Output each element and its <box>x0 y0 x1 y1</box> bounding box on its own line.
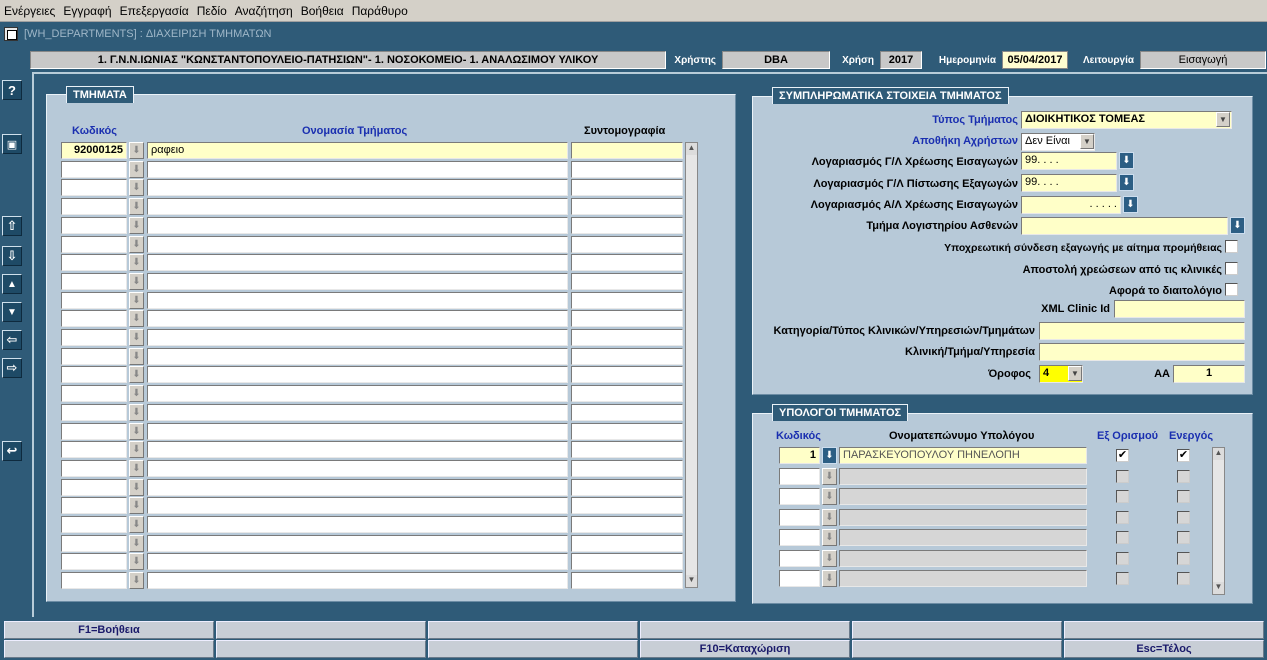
last-record-icon[interactable]: ⇩ <box>2 246 22 266</box>
accountable-name-cell[interactable] <box>839 529 1087 546</box>
accountable-lov-icon[interactable]: ⬇ <box>822 468 837 485</box>
department-name-cell[interactable] <box>147 329 568 346</box>
menu-edit[interactable]: Επεξεργασία <box>119 3 189 18</box>
previous-record-icon[interactable]: ▲ <box>2 274 22 294</box>
department-abbr-cell[interactable] <box>571 292 683 309</box>
scroll-up-icon[interactable]: ▲ <box>686 143 697 155</box>
department-name-cell[interactable] <box>147 385 568 402</box>
first-record-icon[interactable]: ⇧ <box>2 216 22 236</box>
department-code-lov-icon[interactable]: ⬇ <box>129 142 144 159</box>
accountable-code-cell[interactable] <box>779 550 820 567</box>
accountable-lov-icon[interactable]: ⬇ <box>822 550 837 567</box>
date-field: 05/04/2017 <box>1002 51 1068 69</box>
department-name-cell[interactable] <box>147 479 568 496</box>
department-code-cell[interactable] <box>61 385 127 402</box>
al-debit-label: Λογαριασμός Α/Λ Χρέωσης Εισαγωγών <box>810 199 1018 211</box>
menu-bar <box>0 0 1267 22</box>
department-abbr-cell[interactable] <box>571 217 683 234</box>
department-abbr-cell[interactable] <box>571 385 683 402</box>
department-code-cell[interactable] <box>61 423 127 440</box>
fkey-slot-7[interactable] <box>4 640 214 658</box>
mandatory-link-label: Υποχρεωτική σύνδεση εξαγωγής με αίτημα προμήθειας <box>944 242 1222 254</box>
department-code-cell[interactable] <box>61 535 127 552</box>
department-code-lov-icon[interactable]: ⬇ <box>129 366 144 383</box>
department-name-cell[interactable] <box>147 254 568 271</box>
user-field: DBA <box>722 51 830 69</box>
department-name-cell[interactable] <box>147 161 568 178</box>
department-type-label: Τύπος Τμήματος <box>932 114 1018 126</box>
department-code-cell[interactable] <box>61 516 127 533</box>
accountable-active-checkbox[interactable] <box>1177 490 1190 503</box>
department-code-lov-icon[interactable]: ⬇ <box>129 535 144 552</box>
department-code-cell[interactable] <box>61 292 127 309</box>
accountables-name-header: Ονοματεπώνυμο Υπολόγου <box>889 430 1035 442</box>
fkey-slot-8[interactable] <box>216 640 426 658</box>
department-code-lov-icon[interactable]: ⬇ <box>129 161 144 178</box>
help-icon[interactable]: ? <box>2 80 22 100</box>
departments-abbr-header: Συντομογραφία <box>584 125 666 137</box>
department-name-cell[interactable] <box>147 236 568 253</box>
gl-debit-lov-icon[interactable]: ⬇ <box>1119 152 1134 169</box>
accountable-default-checkbox[interactable] <box>1116 531 1129 544</box>
department-abbr-cell[interactable] <box>571 198 683 215</box>
accountable-active-checkbox[interactable]: ✔ <box>1178 449 1189 461</box>
accountable-active-checkbox[interactable] <box>1177 552 1190 565</box>
department-abbr-cell[interactable] <box>571 572 683 589</box>
next-block-icon[interactable]: ⇨ <box>2 358 22 378</box>
department-code-lov-icon[interactable]: ⬇ <box>129 217 144 234</box>
department-code-lov-icon[interactable]: ⬇ <box>129 460 144 477</box>
acc-scroll-up-icon[interactable]: ▲ <box>1213 448 1224 460</box>
accountables-code-header: Κωδικός <box>776 430 821 442</box>
department-code-cell[interactable] <box>61 553 127 570</box>
al-debit-input[interactable]: . . . . . <box>1021 196 1121 214</box>
departments-scrollbar[interactable] <box>685 142 698 588</box>
department-code-cell[interactable] <box>61 404 127 421</box>
department-code-cell[interactable] <box>61 366 127 383</box>
department-code-cell[interactable] <box>61 329 127 346</box>
diet-label: Αφορά το διαιτολόγιο <box>1109 285 1222 297</box>
send-charges-checkbox[interactable] <box>1225 262 1238 275</box>
department-name-cell[interactable] <box>147 198 568 215</box>
department-code-cell[interactable] <box>61 348 127 365</box>
accountable-lov-icon[interactable]: ⬇ <box>822 529 837 546</box>
floor-select[interactable]: 4 <box>1039 365 1083 383</box>
department-name-cell[interactable] <box>147 497 568 514</box>
departments-title: ΤΜΗΜΑΤΑ <box>66 86 134 103</box>
department-name-cell[interactable] <box>147 516 568 533</box>
department-abbr-cell[interactable] <box>571 553 683 570</box>
esc-exit-button[interactable]: Esc=Τέλος <box>1064 640 1264 658</box>
department-code-lov-icon[interactable]: ⬇ <box>129 273 144 290</box>
category-label: Κατηγορία/Τύπος Κλινικών/Υπηρεσιών/Τμημάτων <box>773 325 1035 337</box>
f10-save-button[interactable]: F10=Καταχώριση <box>640 640 850 658</box>
department-name-cell[interactable] <box>147 535 568 552</box>
accountable-code-cell[interactable] <box>779 509 820 526</box>
department-abbr-cell[interactable] <box>571 516 683 533</box>
accountable-default-checkbox[interactable] <box>1116 572 1129 585</box>
department-abbr-cell[interactable] <box>571 479 683 496</box>
department-code-cell[interactable] <box>61 441 127 458</box>
menu-search[interactable]: Αναζήτηση <box>234 3 293 18</box>
department-code-cell[interactable] <box>61 460 127 477</box>
department-name-cell[interactable] <box>147 553 568 570</box>
department-abbr-cell[interactable] <box>571 535 683 552</box>
fkey-slot-3[interactable] <box>428 621 638 639</box>
department-abbr-cell[interactable] <box>571 460 683 477</box>
details-title: ΣΥΜΠΛΗΡΩΜΑΤΙΚΑ ΣΤΟΙΧΕΙΑ ΤΜΗΜΑΤΟΣ <box>772 87 1009 104</box>
department-abbr-cell[interactable] <box>571 404 683 421</box>
department-code-lov-icon[interactable]: ⬇ <box>129 516 144 533</box>
department-code-lov-icon[interactable]: ⬇ <box>129 348 144 365</box>
menu-actions[interactable]: Ενέργειες <box>4 3 56 18</box>
department-code-cell[interactable] <box>61 479 127 496</box>
department-code-lov-icon[interactable]: ⬇ <box>129 310 144 327</box>
department-code-lov-icon[interactable]: ⬇ <box>129 441 144 458</box>
department-type-dropdown-icon[interactable]: ▼ <box>1216 112 1230 127</box>
mode-label: Λειτουργία <box>1083 54 1134 66</box>
accountable-default-checkbox[interactable] <box>1116 490 1129 503</box>
fkey-slot-9[interactable] <box>428 640 638 658</box>
xml-clinic-input[interactable] <box>1114 300 1245 318</box>
fkey-slot-2[interactable] <box>216 621 426 639</box>
user-label: Χρήστης <box>674 54 716 66</box>
year-field: 2017 <box>880 51 922 69</box>
menu-field[interactable]: Πεδίο <box>196 3 227 18</box>
junk-store-label: Αποθήκη Αχρήστων <box>912 135 1018 147</box>
department-abbr-cell[interactable] <box>571 236 683 253</box>
junk-store-dropdown-icon[interactable]: ▼ <box>1080 134 1094 149</box>
department-name-cell[interactable] <box>147 273 568 290</box>
accountable-default-checkbox[interactable] <box>1116 511 1129 524</box>
organization-field: 1. Γ.Ν.Ν.ΙΩΝΙΑΣ "ΚΩΝΣΤΑΝΤΟΠΟΥΛΕΙΟ-ΠΑΤΗΣΙΩΝ"- 1. ΝΟΣΟΚΟΜΕΙΟ- 1. ΑΝΑΛΩΣΙΜΟΥ ΥΛΙΚΟΥ <box>30 51 666 69</box>
department-code-lov-icon[interactable]: ⬇ <box>129 497 144 514</box>
gl-debit-label: Λογαριασμός Γ/Λ Χρέωσης Εισαγωγών <box>811 156 1018 168</box>
next-record-icon[interactable]: ▼ <box>2 302 22 322</box>
department-name-cell[interactable] <box>147 217 568 234</box>
department-code-cell[interactable] <box>61 179 127 196</box>
menu-window[interactable]: Παράθυρο <box>351 3 408 18</box>
accountable-name-cell[interactable] <box>839 570 1087 587</box>
department-type-select[interactable]: ΔΙΟΙΚΗΤΙΚΟΣ ΤΟΜΕΑΣ <box>1021 111 1232 129</box>
accountable-lov-icon[interactable]: ⬇ <box>822 447 837 464</box>
previous-block-icon[interactable]: ⇦ <box>2 330 22 350</box>
accountables-title: ΥΠΟΛΟΓΟΙ ΤΜΗΜΑΤΟΣ <box>772 404 908 421</box>
function-keys-bar <box>0 620 1267 660</box>
department-name-cell[interactable] <box>147 292 568 309</box>
clinic-label: Κλινική/Τμήμα/Υπηρεσία <box>905 346 1035 358</box>
department-code-lov-icon[interactable]: ⬇ <box>129 404 144 421</box>
department-name-cell[interactable] <box>147 179 568 196</box>
department-abbr-cell[interactable] <box>571 441 683 458</box>
accountable-name-cell[interactable] <box>839 550 1087 567</box>
category-input[interactable] <box>1039 322 1245 340</box>
department-code-cell[interactable]: 92000125 <box>61 142 127 159</box>
department-name-cell[interactable] <box>147 423 568 440</box>
accountable-code-cell[interactable]: 1 <box>779 447 820 464</box>
mode-field: Εισαγωγή <box>1140 51 1266 69</box>
departments-name-header: Ονομασία Τμήματος <box>302 125 408 137</box>
diet-checkbox[interactable] <box>1225 283 1238 296</box>
department-name-cell[interactable] <box>147 366 568 383</box>
department-code-lov-icon[interactable]: ⬇ <box>129 423 144 440</box>
department-code-cell[interactable] <box>61 254 127 271</box>
aa-input[interactable]: 1 <box>1173 365 1245 383</box>
accountable-active-checkbox[interactable] <box>1177 511 1190 524</box>
accountable-code-cell[interactable] <box>779 488 820 505</box>
fkey-slot-6[interactable] <box>1064 621 1264 639</box>
acc-scroll-down-icon[interactable]: ▼ <box>1213 582 1224 594</box>
junk-store-select[interactable]: Δεν Είναι <box>1021 133 1095 151</box>
clinic-input[interactable] <box>1039 343 1245 361</box>
department-code-cell[interactable] <box>61 236 127 253</box>
accountable-active-checkbox[interactable] <box>1177 572 1190 585</box>
accountable-lov-icon[interactable]: ⬇ <box>822 488 837 505</box>
accountable-default-checkbox[interactable] <box>1116 552 1129 565</box>
department-code-lov-icon[interactable]: ⬇ <box>129 292 144 309</box>
window-icon <box>4 27 18 41</box>
accountable-default-checkbox[interactable]: ✔ <box>1117 449 1128 461</box>
accountable-lov-icon[interactable]: ⬇ <box>822 509 837 526</box>
department-code-cell[interactable] <box>61 217 127 234</box>
accountables-default-header: Εξ Ορισμού <box>1097 430 1159 442</box>
year-label: Χρήση <box>842 54 874 66</box>
department-name-cell[interactable] <box>147 310 568 327</box>
aa-label: ΑΑ <box>1154 368 1170 380</box>
department-name-cell[interactable] <box>147 348 568 365</box>
al-debit-lov-icon[interactable]: ⬇ <box>1123 196 1138 213</box>
window-title-bar <box>0 22 1267 46</box>
save-icon[interactable]: ▣ <box>2 134 22 154</box>
date-label: Ημερομηνία <box>938 54 996 66</box>
gl-credit-input[interactable]: 99. . . . <box>1021 174 1117 192</box>
department-abbr-cell[interactable] <box>571 273 683 290</box>
accountable-code-cell[interactable] <box>779 468 820 485</box>
accountable-active-checkbox[interactable] <box>1177 531 1190 544</box>
departments-code-header: Κωδικός <box>72 125 117 137</box>
mandatory-link-checkbox[interactable] <box>1225 240 1238 253</box>
menu-record[interactable]: Εγγραφή <box>63 3 112 18</box>
department-code-lov-icon[interactable]: ⬇ <box>129 553 144 570</box>
department-code-cell[interactable] <box>61 572 127 589</box>
window-title: [WH_DEPARTMENTS] : ΔΙΑΧΕΙΡΙΣΗ ΤΜΗΜΑΤΩΝ <box>24 28 272 40</box>
department-code-lov-icon[interactable]: ⬇ <box>129 179 144 196</box>
header-row <box>30 50 1267 70</box>
accountable-name-cell[interactable] <box>839 468 1087 485</box>
patient-accounting-input[interactable] <box>1021 217 1228 235</box>
department-abbr-cell[interactable] <box>571 329 683 346</box>
department-abbr-cell[interactable] <box>571 366 683 383</box>
fkey-slot-5[interactable] <box>852 621 1062 639</box>
menu-help[interactable]: Βοήθεια <box>300 3 344 18</box>
department-abbr-cell[interactable] <box>571 497 683 514</box>
accountable-code-cell[interactable] <box>779 570 820 587</box>
department-name-cell[interactable] <box>147 572 568 589</box>
gl-debit-input[interactable]: 99. . . . <box>1021 152 1117 170</box>
accountable-name-cell[interactable]: ΠΑΡΑΣΚΕΥΟΠΟΥΛΟΥ ΠΗΝΕΛΟΠΗ <box>839 447 1087 464</box>
department-code-cell[interactable] <box>61 161 127 178</box>
department-name-cell[interactable] <box>147 441 568 458</box>
department-code-lov-icon[interactable]: ⬇ <box>129 479 144 496</box>
department-name-cell[interactable] <box>147 460 568 477</box>
gl-credit-lov-icon[interactable]: ⬇ <box>1119 174 1134 191</box>
department-code-lov-icon[interactable]: ⬇ <box>129 385 144 402</box>
f1-help-button[interactable]: F1=Βοήθεια <box>4 621 214 639</box>
department-abbr-cell[interactable] <box>571 348 683 365</box>
department-abbr-cell[interactable] <box>571 142 683 159</box>
department-code-cell[interactable] <box>61 273 127 290</box>
accountable-active-checkbox[interactable] <box>1177 470 1190 483</box>
department-code-cell[interactable] <box>61 310 127 327</box>
accountable-code-cell[interactable] <box>779 529 820 546</box>
department-code-cell[interactable] <box>61 198 127 215</box>
accountable-name-cell[interactable] <box>839 488 1087 505</box>
patient-accounting-label: Τμήμα Λογιστηρίου Ασθενών <box>866 220 1018 232</box>
accountables-scrollbar[interactable] <box>1212 447 1225 595</box>
department-code-lov-icon[interactable]: ⬇ <box>129 236 144 253</box>
fkey-slot-11[interactable] <box>852 640 1062 658</box>
fkey-slot-4[interactable] <box>640 621 850 639</box>
department-abbr-cell[interactable] <box>571 161 683 178</box>
send-charges-label: Αποστολή χρεώσεων από τις κλινικές <box>1022 264 1222 276</box>
department-code-cell[interactable] <box>61 497 127 514</box>
department-name-cell[interactable]: ραφειο <box>147 142 568 159</box>
department-code-lov-icon[interactable]: ⬇ <box>129 572 144 589</box>
department-abbr-cell[interactable] <box>571 179 683 196</box>
accountable-lov-icon[interactable]: ⬇ <box>822 570 837 587</box>
department-abbr-cell[interactable] <box>571 310 683 327</box>
accountable-name-cell[interactable] <box>839 509 1087 526</box>
department-abbr-cell[interactable] <box>571 423 683 440</box>
xml-clinic-label: XML Clinic Id <box>1041 303 1110 315</box>
exit-icon[interactable]: ↩ <box>2 441 22 461</box>
floor-dropdown-icon[interactable]: ▼ <box>1068 366 1082 381</box>
gl-credit-label: Λογαριασμός Γ/Λ Πίστωσης Εξαγωγών <box>813 178 1018 190</box>
floor-label: Όροφος <box>988 368 1031 380</box>
patient-accounting-lov-icon[interactable]: ⬇ <box>1230 217 1245 234</box>
accountable-default-checkbox[interactable] <box>1116 470 1129 483</box>
department-name-cell[interactable] <box>147 404 568 421</box>
department-code-lov-icon[interactable]: ⬇ <box>129 329 144 346</box>
department-code-lov-icon[interactable]: ⬇ <box>129 198 144 215</box>
department-code-lov-icon[interactable]: ⬇ <box>129 254 144 271</box>
department-abbr-cell[interactable] <box>571 254 683 271</box>
accountables-active-header: Ενεργός <box>1169 430 1214 442</box>
scroll-down-icon[interactable]: ▼ <box>686 575 697 587</box>
